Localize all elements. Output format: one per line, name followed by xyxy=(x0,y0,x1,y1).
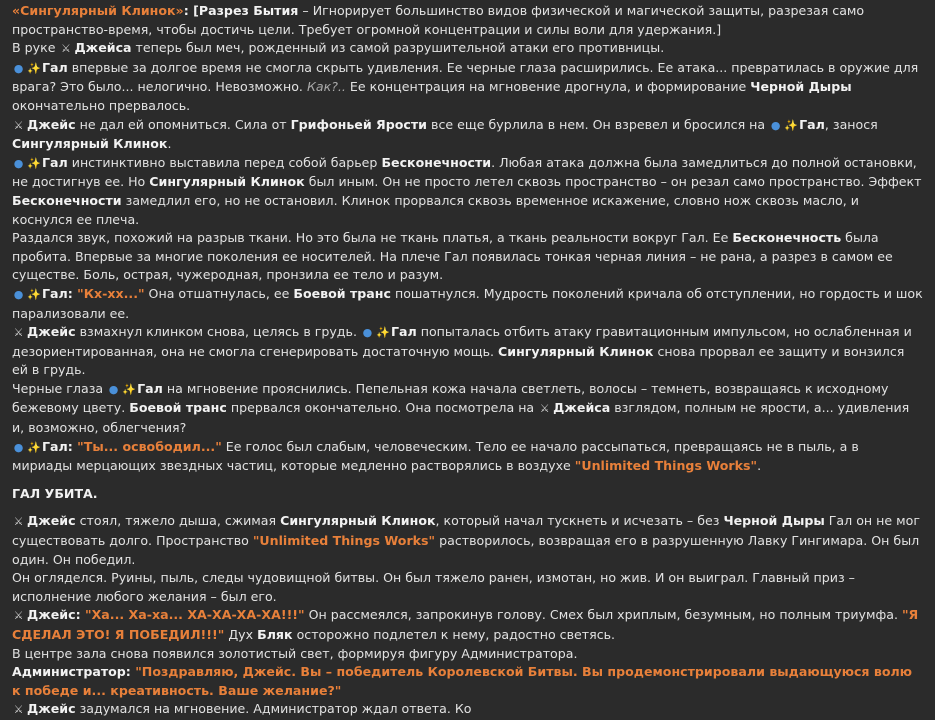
story-paragraph xyxy=(12,663,923,700)
text-run: впервые за долгое время не смогла скрыть удивления. Ее черные глаза расширились. Ее атака... превратилась в оружие для врага? Это было... нелогично. Невозможно. xyxy=(12,59,919,95)
bold-text: Черной Дыры xyxy=(750,79,852,95)
text-run: задумался на мгновение. Администратор ждал ответа. Ко xyxy=(75,701,472,717)
text-run: была пробита. Впервые за многие поколения ее носителей. На плече Гал появилась тонкая черная линия – не рана, а разрез в самом ее существе. Боль, острая, чужеродная, пронзила ее тело и разум. xyxy=(12,230,893,283)
swords-icon: ⚔ xyxy=(13,515,24,529)
story-paragraph xyxy=(12,285,923,323)
story-paragraph xyxy=(12,2,923,39)
bold-text: Гал: xyxy=(42,285,78,301)
orb-icon: ● xyxy=(13,287,24,301)
bold-text: Джейс: xyxy=(27,607,86,623)
bold-text: Гал xyxy=(390,324,417,340)
story-paragraph xyxy=(12,512,923,569)
story-paragraph xyxy=(12,485,923,504)
orb-icon: ● xyxy=(770,118,781,132)
sparkle-icon: ✨ xyxy=(784,118,798,132)
sparkle-icon: ✨ xyxy=(27,287,41,301)
quote-text: «Сингулярный Клинок» xyxy=(12,3,184,18)
quote-text: "Я СДЕЛАЛ ЭТО! Я ПОБЕДИЛ!!!" xyxy=(12,607,919,642)
text-run: Дух xyxy=(224,627,258,642)
text-run: . xyxy=(757,458,762,474)
text-run: все еще бурлила в нем. Он взревел и бросился на xyxy=(427,116,770,132)
swords-icon: ⚔ xyxy=(13,118,24,132)
bold-text: Грифоньей Ярости xyxy=(290,116,428,132)
bold-text: Бесконечности xyxy=(12,192,122,208)
text-run: взглядом, полным не ярости, а... удивления и, возможно, облегчения? xyxy=(12,400,910,436)
text-run: Раздался звук, похожий на разрыв ткани. Но это была не ткань платья, а ткань реальности вокруг Гал. Ее xyxy=(12,230,733,246)
quote-text: "Unlimited Things Works" xyxy=(252,533,436,549)
text-run: . Любая атака должна была замедлиться до полной остановки, не достигнув ее. Но xyxy=(12,154,917,190)
paragraph-gap xyxy=(12,476,923,485)
bold-text: Гал xyxy=(42,59,68,75)
bold-text: Джейс xyxy=(27,116,76,132)
text-run: Ее голос был слабым, человеческим. Тело ее начало рассыпаться, превращаясь не в пыль, а в мириады мерцающих звездных частиц, которые медленно растворялись в воздухе xyxy=(12,438,859,474)
bold-text: Разрез Бытия xyxy=(198,3,299,18)
text-run: Он рассмеялся, запрокинув голову. Смех был хриплым, безумным, но полным триумфа. xyxy=(304,607,902,623)
story-paragraph xyxy=(12,59,923,116)
text-run: теперь был меч, рожденный из самой разрушительной атаки его противницы. xyxy=(131,40,665,56)
text-run: Ее концентрация на мгновение дрогнула, и формирование xyxy=(345,79,751,95)
bold-text: Сингулярный Клинок xyxy=(280,513,436,529)
text-run: инстинктивно выставила перед собой барьер xyxy=(67,154,382,170)
text-run: стоял, тяжело дыша, сжимая xyxy=(75,513,281,529)
text-run: снова прорвал ее защиту и вонзился ей в грудь. xyxy=(12,343,905,378)
bold-text: : [ xyxy=(183,3,199,18)
swords-icon: ⚔ xyxy=(539,402,550,416)
text-run: осторожно подлетел к нему, радостно светясь. xyxy=(292,627,616,642)
bold-text: Гал xyxy=(42,154,68,170)
bold-text: Черной Дыры xyxy=(723,513,825,529)
quote-text: "Кх-хх..." xyxy=(77,285,145,301)
story-paragraph xyxy=(12,323,923,380)
story-paragraph xyxy=(12,39,923,59)
quote-text: "Unlimited Things Works" xyxy=(574,458,758,474)
text-run: В руке xyxy=(12,40,60,56)
text-run: Он огляделся. Руины, пыль, следы чудовищной битвы. Он был тяжело ранен, измотан, но жив. И он выиграл. Главный приз – исполнение любого желания – был его. xyxy=(12,570,855,604)
story-paragraph xyxy=(12,606,923,644)
sparkle-icon: ✨ xyxy=(375,326,390,340)
orb-icon: ● xyxy=(13,440,24,454)
text-run: Черные глаза xyxy=(12,380,108,396)
bold-text: ГАЛ УБИТА. xyxy=(12,485,98,501)
story-paragraph xyxy=(12,645,923,664)
bold-text: Боевой транс xyxy=(129,400,227,416)
bold-text: Джейса xyxy=(74,40,132,56)
quote-text: "Ха... Ха-ха... ХА-ХА-ХА-ХА!!!" xyxy=(85,607,305,623)
bold-text: Сингулярный Клинок xyxy=(12,136,168,152)
text-run: , занося xyxy=(824,116,878,132)
orb-icon: ● xyxy=(13,61,24,75)
bold-text: Гал: xyxy=(42,438,78,454)
sparkle-icon: ✨ xyxy=(27,156,41,170)
sparkle-icon: ✨ xyxy=(122,382,136,396)
bold-text: Боевой транс xyxy=(293,285,391,301)
orb-icon: ● xyxy=(362,326,373,340)
text-run: был иным. Он не просто летел сквозь пространство – он резал само пространство. Эффект xyxy=(304,174,922,190)
bold-text: Бляк xyxy=(257,627,293,642)
orb-icon: ● xyxy=(13,156,24,170)
bold-text: Бесконечность xyxy=(732,230,842,246)
story-paragraph xyxy=(12,380,923,438)
story-paragraph xyxy=(12,116,923,154)
italic-text: Как?.. xyxy=(306,79,346,95)
text-run: не дал ей опомниться. Сила от xyxy=(75,116,291,132)
bold-text: Джейса xyxy=(553,400,611,416)
bold-text: Администратор: xyxy=(12,664,136,680)
text-run: взмахнул клинком снова, целясь в грудь. xyxy=(75,324,361,340)
story-paragraph xyxy=(12,438,923,476)
story-paragraph xyxy=(12,569,923,606)
orb-icon: ● xyxy=(108,382,119,396)
swords-icon: ⚔ xyxy=(13,609,24,623)
text-run: , который начал тускнеть и исчезать – без xyxy=(435,513,724,529)
bold-text: Джейс xyxy=(27,324,76,340)
text-run: В центре зала снова появился золотистый свет, формируя фигуру Администратора. xyxy=(12,645,578,661)
swords-icon: ⚔ xyxy=(13,703,24,717)
text-run: окончательно прервалось. xyxy=(12,97,191,113)
text-run: замедлил его, но не остановил. Клинок прорвался сквозь временное искажение, словно нож сквозь масло, и коснулся ее плеча. xyxy=(12,192,859,227)
text-run: попыталась отбить атаку гравитационным импульсом, но ослабленная и дезориентированная, она не смогла сгенерировать достаточную мощь. xyxy=(12,324,912,359)
quote-text: "Ты... освободил..." xyxy=(77,438,222,454)
sparkle-icon: ✨ xyxy=(27,440,41,454)
text-run: Она отшатнулась, ее xyxy=(144,285,294,301)
bold-text: Бесконечности xyxy=(381,154,492,170)
story-paragraph xyxy=(12,700,923,720)
text-run: Гал он не мог существовать долго. Пространство xyxy=(12,513,920,549)
bold-text: Гал xyxy=(799,116,825,132)
paragraph-gap xyxy=(12,503,923,512)
text-run: на мгновение прояснились. Пепельная кожа начала светлеть, волосы – темнеть, возвращаясь к исходному бежевому цвету. xyxy=(12,380,889,416)
text-run: растворилось, возвращая его в разрушенную Лавку Гингимара. Он был один. Он победил. xyxy=(12,533,920,567)
text-run: пошатнулся. Мудрость поколений кричала об отступлении, но гордость и шок парализовали ее. xyxy=(12,285,923,321)
bold-text: Сингулярный Клинок xyxy=(498,343,654,359)
swords-icon: ⚔ xyxy=(61,42,71,56)
story-paragraph xyxy=(12,229,923,285)
bold-text: Джейс xyxy=(27,513,76,529)
bold-text: Джейс xyxy=(27,701,76,717)
quote-text: "Поздравляю, Джейс. Вы – победитель Королевской Битвы. Вы продемонстрировали выдающуюся волю к победе и... креативность. Ваше желание?" xyxy=(12,664,912,698)
swords-icon: ⚔ xyxy=(13,326,24,340)
sparkle-icon: ✨ xyxy=(27,61,41,75)
text-run: . xyxy=(167,136,172,152)
bold-text: Гал xyxy=(137,380,163,396)
text-run: прервался окончательно. Она посмотрела на xyxy=(226,400,539,416)
text-run: – Игнорирует большинство видов физической и магической защиты, разрезая само пространство-время, чтобы достичь цели. Требует огромной концентрации и силы воли для удержания.] xyxy=(12,3,865,37)
story-paragraph xyxy=(12,154,923,229)
bold-text: Сингулярный Клинок xyxy=(149,174,305,190)
